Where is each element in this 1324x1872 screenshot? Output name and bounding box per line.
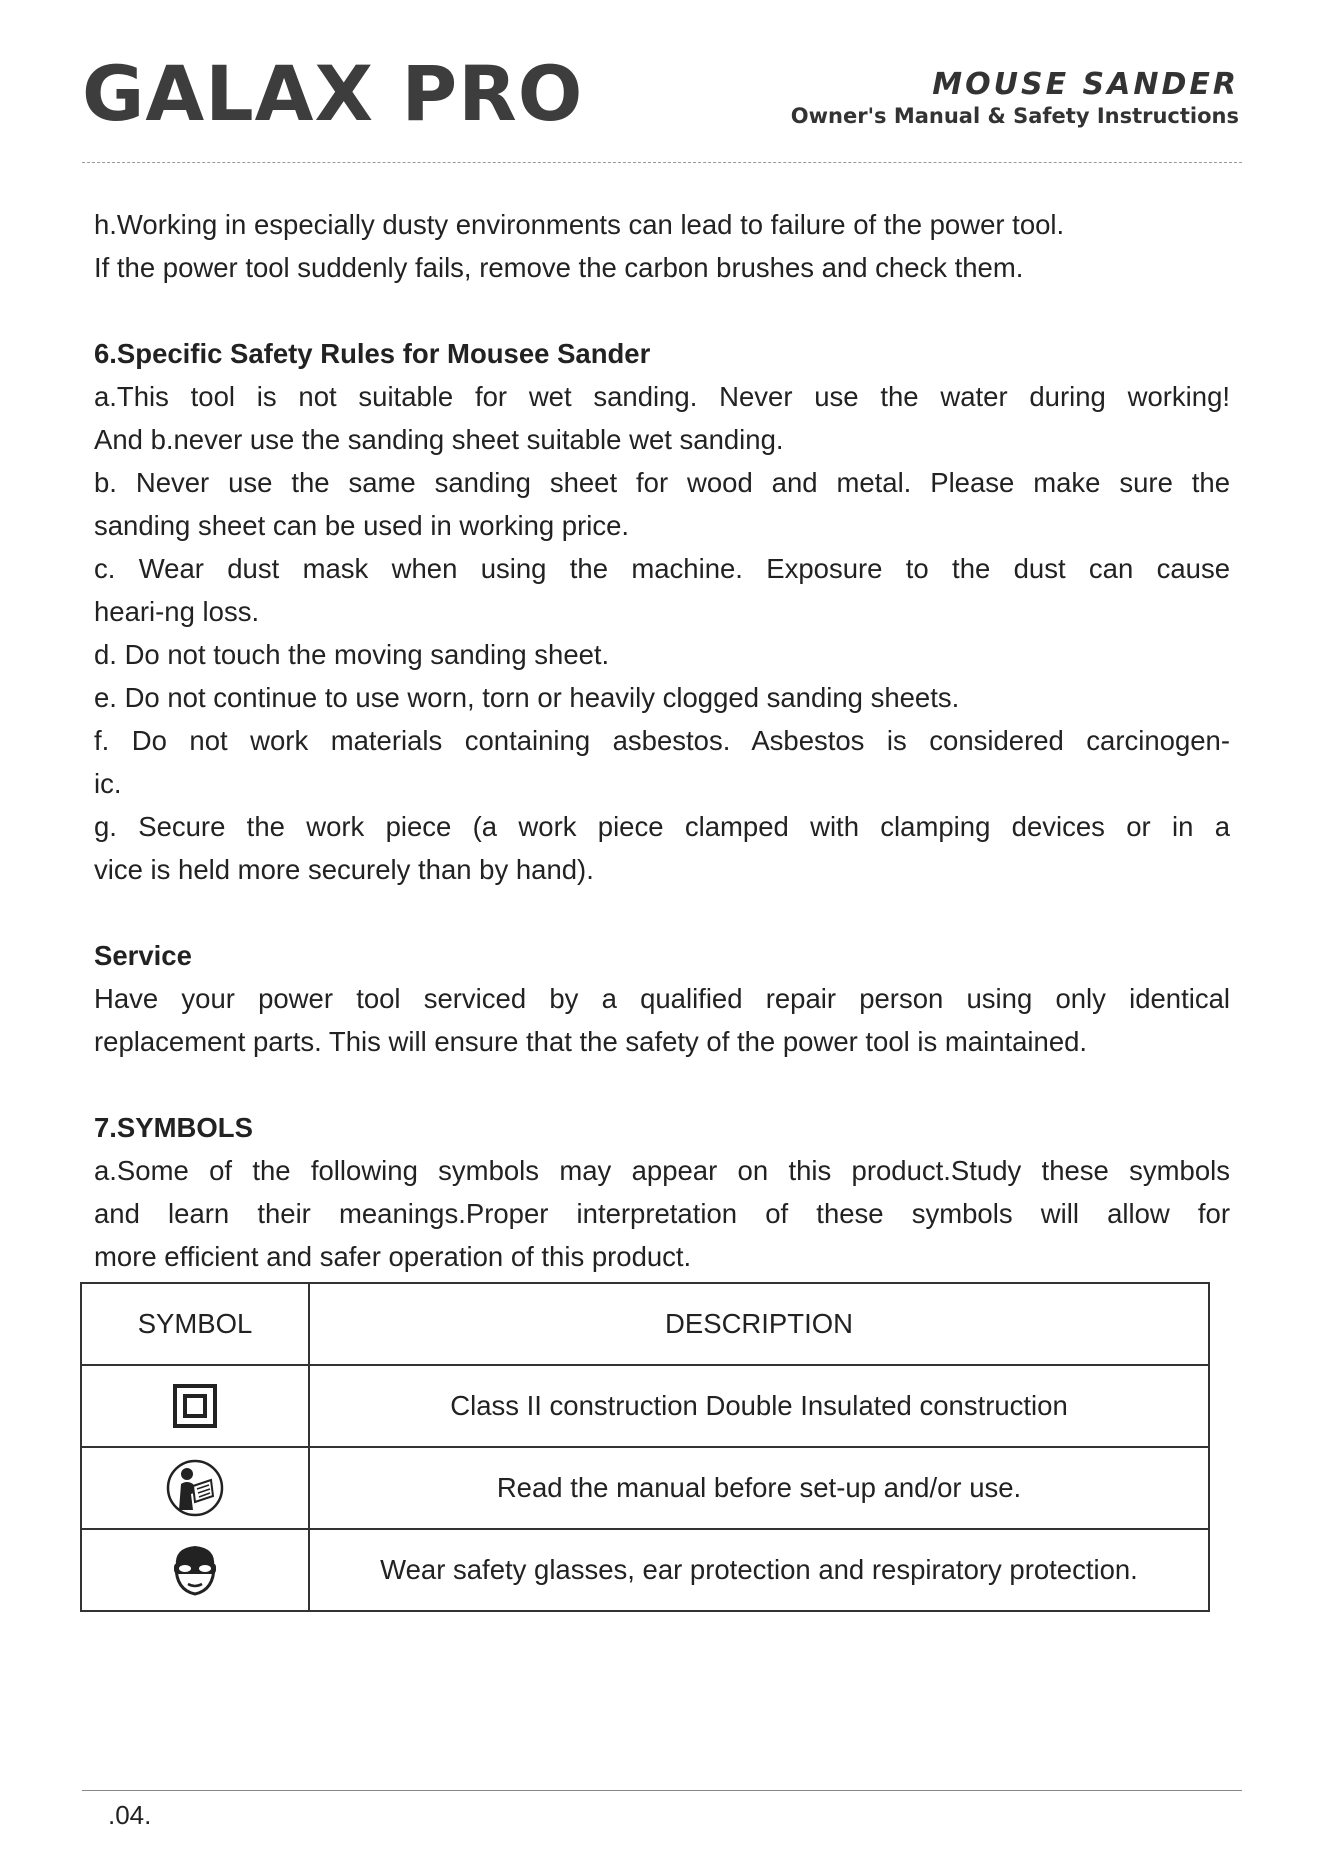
table-row <box>81 1365 1209 1447</box>
body-line: a.Some of the following symbols may appear on this product.Study these symbols <box>94 1155 1230 1186</box>
description-cell: Class II construction Double Insulated construction <box>309 1365 1209 1447</box>
body-line: heari-ng loss. <box>94 596 260 627</box>
body-line: h.Working in especially dusty environments can lead to failure of the power tool. <box>94 209 1065 240</box>
table-header-row <box>81 1283 1209 1365</box>
header-right <box>790 67 1239 128</box>
symbol-cell <box>81 1529 309 1611</box>
body-line: Have your power tool serviced by a qualified repair person using only identical <box>94 983 1230 1014</box>
symbols-table <box>80 1282 1210 1612</box>
body-line: And b.never use the sanding sheet suitable wet sanding. <box>94 424 784 455</box>
symbol-cell <box>81 1447 309 1529</box>
body-line: If the power tool suddenly fails, remove the carbon brushes and check them. <box>94 252 1024 283</box>
symbol-column-header: SYMBOL <box>81 1283 309 1365</box>
body-line: replacement parts. This will ensure that the safety of the power tool is maintained. <box>94 1026 1088 1057</box>
table-row <box>81 1529 1209 1611</box>
service-heading: Service <box>94 940 192 971</box>
brand-logo: GALAX PRO <box>82 49 584 138</box>
body-line: and learn their meanings.Proper interpretation of these symbols will allow for <box>94 1198 1230 1229</box>
symbol-cell <box>81 1365 309 1447</box>
body-line: ic. <box>94 768 122 799</box>
body-line: more efficient and safer operation of this product. <box>94 1241 692 1272</box>
document-subtitle: Owner's Manual & Safety Instructions <box>790 104 1239 128</box>
body-line: f. Do not work materials containing asbestos. Asbestos is considered carcinogen- <box>94 725 1230 756</box>
section6-heading: 6.Specific Safety Rules for Mousee Sander <box>94 338 651 369</box>
page-content <box>94 203 1230 1278</box>
product-title: MOUSE SANDER <box>932 67 1239 102</box>
body-line: vice is held more securely than by hand). <box>94 854 594 885</box>
description-cell: Read the manual before set-up and/or use. <box>309 1447 1209 1529</box>
body-line: e. Do not continue to use worn, torn or heavily clogged sanding sheets. <box>94 682 960 713</box>
body-line: d. Do not touch the moving sanding sheet. <box>94 639 610 670</box>
safety-glasses-icon <box>168 1540 222 1600</box>
double-insulated-icon <box>172 1383 218 1429</box>
body-line: sanding sheet can be used in working price. <box>94 510 630 541</box>
read-manual-icon <box>165 1458 225 1518</box>
section7-heading: 7.SYMBOLS <box>94 1112 253 1143</box>
description-cell: Wear safety glasses, ear protection and respiratory protection. <box>309 1529 1209 1611</box>
body-line: a.This tool is not suitable for wet sanding. Never use the water during working! <box>94 381 1230 412</box>
body-line: c. Wear dust mask when using the machine. Exposure to the dust can cause <box>94 553 1230 584</box>
body-line: g. Secure the work piece (a work piece clamped with clamping devices or in a <box>94 811 1230 842</box>
footer-divider <box>82 1790 1242 1791</box>
body-line: b. Never use the same sanding sheet for wood and metal. Please make sure the <box>94 467 1230 498</box>
table-row <box>81 1447 1209 1529</box>
description-column-header: DESCRIPTION <box>309 1283 1209 1365</box>
page-number: .04. <box>108 1800 152 1830</box>
header-divider <box>82 162 1242 163</box>
